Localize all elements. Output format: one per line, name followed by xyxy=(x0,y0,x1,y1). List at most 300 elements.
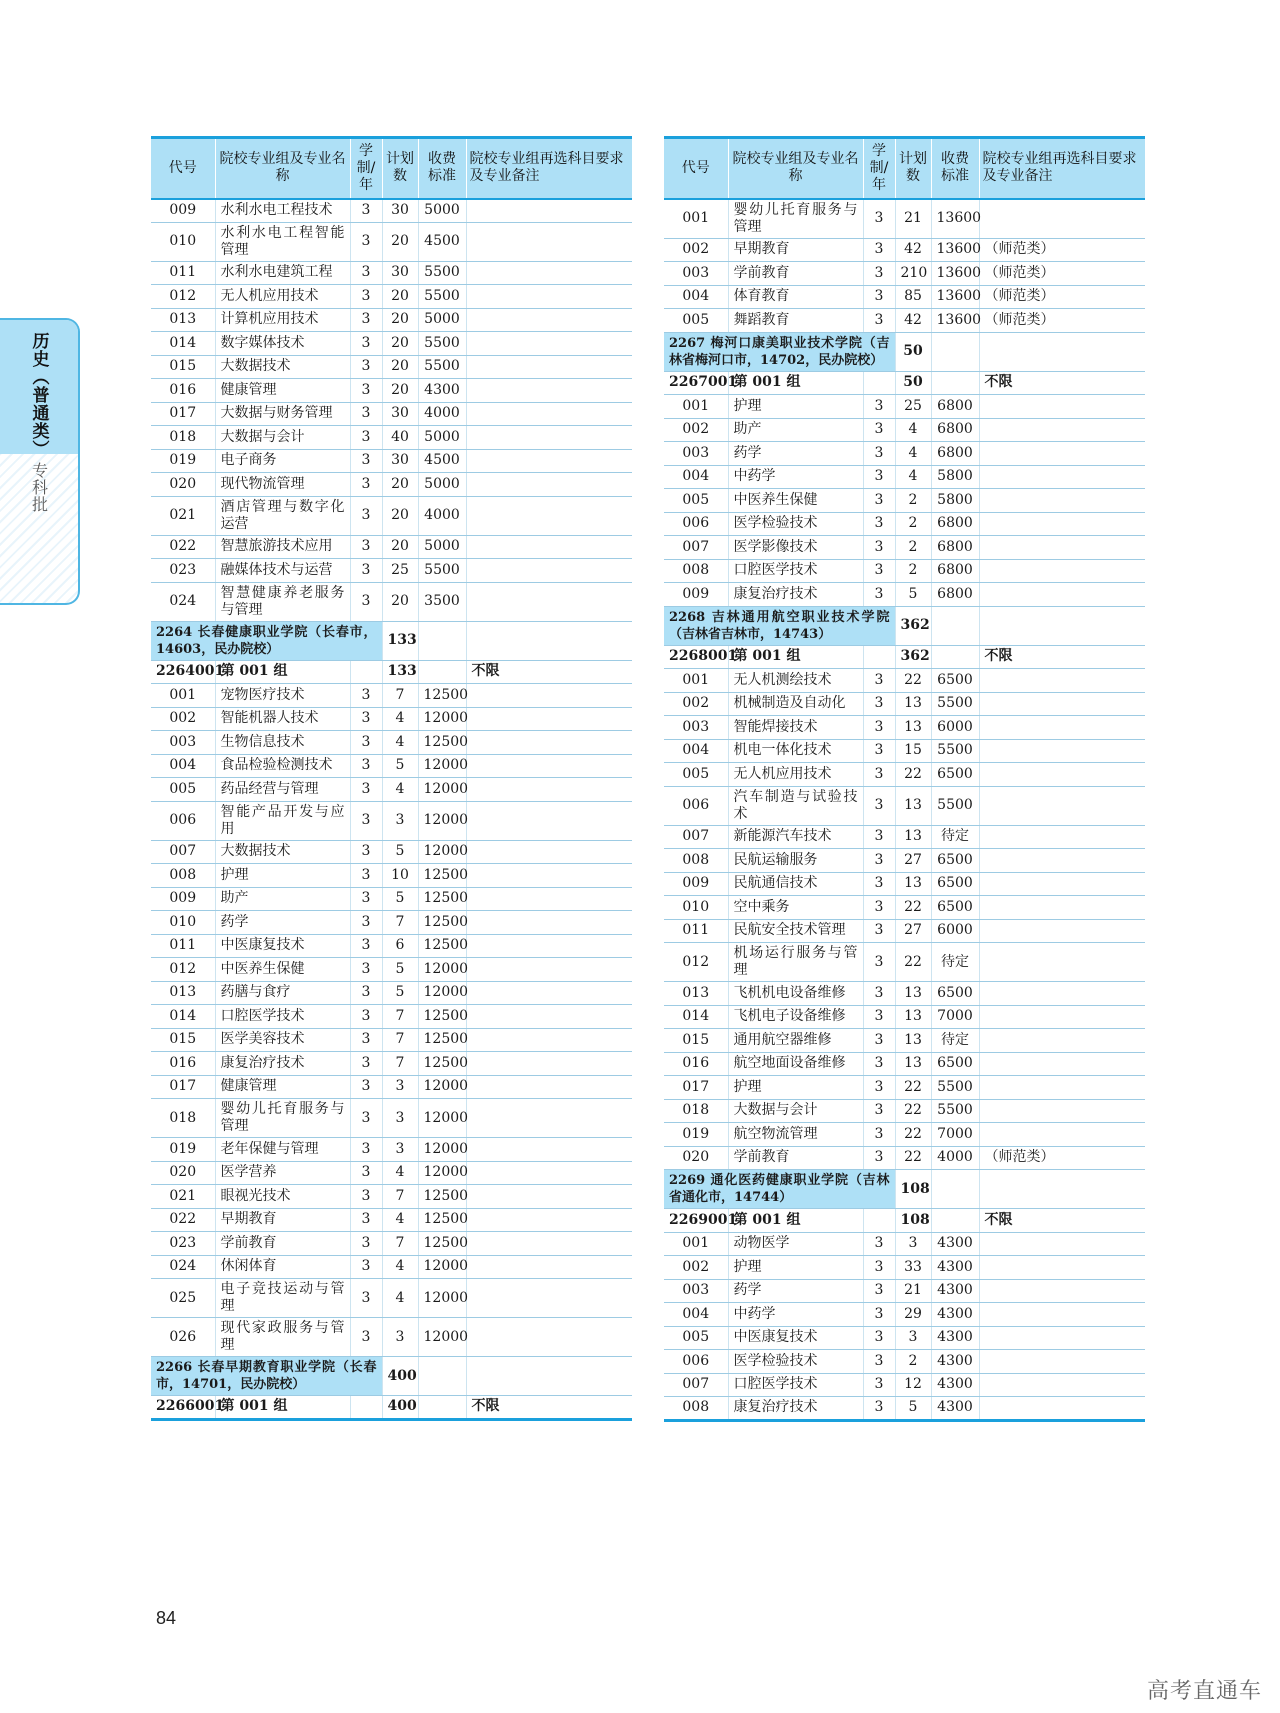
major-row xyxy=(151,1318,632,1357)
header-code: 代号 xyxy=(151,138,215,199)
major-years: 3 xyxy=(350,840,382,864)
group-name: 第 001 组 xyxy=(215,1396,350,1420)
major-name: 医学影像技术 xyxy=(728,536,863,560)
major-code: 013 xyxy=(664,982,728,1006)
table-body-right xyxy=(664,199,1145,1421)
major-note xyxy=(979,1123,1145,1147)
major-years: 3 xyxy=(350,426,382,450)
major-fee: 6800 xyxy=(931,418,979,442)
major-fee: 12000 xyxy=(418,1138,466,1162)
major-row xyxy=(664,442,1145,466)
header-plan: 计划数 xyxy=(895,138,931,199)
header-name: 院校专业组及专业名称 xyxy=(728,138,863,199)
major-row xyxy=(664,285,1145,309)
major-row xyxy=(664,716,1145,740)
major-note xyxy=(466,684,632,708)
major-plan-count: 7 xyxy=(382,1028,418,1052)
major-name: 健康管理 xyxy=(215,1075,350,1099)
major-row xyxy=(664,1279,1145,1303)
major-note xyxy=(979,442,1145,466)
major-row xyxy=(664,763,1145,787)
major-row xyxy=(151,559,632,583)
major-name: 民航运输服务 xyxy=(728,849,863,873)
major-fee: 12500 xyxy=(418,911,466,935)
major-name: 生物信息技术 xyxy=(215,731,350,755)
major-fee: 12000 xyxy=(418,958,466,982)
major-plan-count: 20 xyxy=(382,222,418,261)
school-plan-total: 108 xyxy=(895,1170,931,1209)
major-note xyxy=(979,1303,1145,1327)
major-plan-count: 4 xyxy=(895,465,931,489)
major-name: 医学检验技术 xyxy=(728,1350,863,1374)
major-row xyxy=(664,943,1145,982)
major-name: 婴幼儿托育服务与管理 xyxy=(728,199,863,239)
major-plan-count: 30 xyxy=(382,402,418,426)
major-code: 010 xyxy=(151,222,215,261)
major-years: 3 xyxy=(863,669,895,693)
major-code: 009 xyxy=(151,887,215,911)
major-fee: 5500 xyxy=(418,559,466,583)
school-fee-empty xyxy=(931,606,979,645)
major-years: 3 xyxy=(350,1075,382,1099)
major-fee: 5500 xyxy=(931,1076,979,1100)
major-name: 眼视光技术 xyxy=(215,1185,350,1209)
major-name: 食品检验检测技术 xyxy=(215,754,350,778)
major-code: 004 xyxy=(664,739,728,763)
major-name: 智能焊接技术 xyxy=(728,716,863,740)
major-note xyxy=(466,1075,632,1099)
major-code: 013 xyxy=(151,308,215,332)
major-plan-count: 21 xyxy=(895,1279,931,1303)
header-note: 院校专业组再选科目要求及专业备注 xyxy=(466,138,632,199)
major-years: 3 xyxy=(350,684,382,708)
major-plan-count: 5 xyxy=(895,583,931,607)
major-plan-count: 4 xyxy=(382,1161,418,1185)
major-fee: 4300 xyxy=(418,379,466,403)
header-fee: 收费标准 xyxy=(931,138,979,199)
major-plan-count: 13 xyxy=(895,1029,931,1053)
major-note xyxy=(979,465,1145,489)
major-note xyxy=(979,763,1145,787)
major-row xyxy=(664,1052,1145,1076)
major-fee: 7000 xyxy=(931,1005,979,1029)
major-name: 舞蹈教育 xyxy=(728,309,863,333)
major-plan-count: 2 xyxy=(895,489,931,513)
major-note xyxy=(466,332,632,356)
major-plan-count: 5 xyxy=(895,1397,931,1421)
header-years: 学制/年 xyxy=(863,138,895,199)
major-code: 012 xyxy=(151,958,215,982)
major-name: 口腔医学技术 xyxy=(728,1373,863,1397)
major-code: 012 xyxy=(664,943,728,982)
major-row xyxy=(151,887,632,911)
major-row xyxy=(664,739,1145,763)
major-code: 009 xyxy=(664,872,728,896)
major-name: 水利水电建筑工程 xyxy=(215,261,350,285)
major-row xyxy=(151,308,632,332)
major-years: 3 xyxy=(863,1397,895,1421)
school-fee-empty xyxy=(931,1170,979,1209)
major-code: 003 xyxy=(664,442,728,466)
major-code: 017 xyxy=(151,1075,215,1099)
major-years: 3 xyxy=(350,379,382,403)
major-name: 体育教育 xyxy=(728,285,863,309)
group-code: 2264001 xyxy=(151,660,215,684)
major-row xyxy=(151,1099,632,1138)
major-fee: 6500 xyxy=(931,669,979,693)
major-name: 学前教育 xyxy=(728,1146,863,1170)
major-row xyxy=(151,1161,632,1185)
school-note-empty xyxy=(979,606,1145,645)
major-fee: 4500 xyxy=(418,222,466,261)
major-name: 宠物医疗技术 xyxy=(215,684,350,708)
major-fee: 6800 xyxy=(931,536,979,560)
major-note xyxy=(979,849,1145,873)
school-plan-total: 133 xyxy=(382,621,418,660)
major-years: 3 xyxy=(863,465,895,489)
major-name: 中药学 xyxy=(728,465,863,489)
major-plan-count: 5 xyxy=(382,754,418,778)
major-years: 3 xyxy=(863,763,895,787)
major-years: 3 xyxy=(350,1279,382,1318)
major-name: 水利水电工程智能管理 xyxy=(215,222,350,261)
major-note xyxy=(979,1279,1145,1303)
side-tab-category: 历史（普通类） xyxy=(28,332,49,458)
major-code: 008 xyxy=(664,849,728,873)
major-note xyxy=(466,308,632,332)
major-row xyxy=(664,1350,1145,1374)
major-years: 3 xyxy=(863,395,895,419)
major-code: 022 xyxy=(151,535,215,559)
major-plan-count: 5 xyxy=(382,887,418,911)
major-years: 3 xyxy=(350,582,382,621)
major-name: 航空物流管理 xyxy=(728,1123,863,1147)
major-name: 民航通信技术 xyxy=(728,872,863,896)
major-code: 018 xyxy=(664,1099,728,1123)
major-plan-count: 3 xyxy=(895,1326,931,1350)
major-plan-count: 2 xyxy=(895,1350,931,1374)
major-fee: 5000 xyxy=(418,473,466,497)
major-note xyxy=(466,1099,632,1138)
major-note xyxy=(466,1318,632,1357)
major-name: 无人机应用技术 xyxy=(728,763,863,787)
header-note: 院校专业组再选科目要求及专业备注 xyxy=(979,138,1145,199)
major-code: 012 xyxy=(151,285,215,309)
major-note xyxy=(466,379,632,403)
major-fee: 6800 xyxy=(931,583,979,607)
major-plan-count: 4 xyxy=(382,707,418,731)
major-years: 3 xyxy=(350,1052,382,1076)
major-code: 018 xyxy=(151,426,215,450)
major-fee: 4000 xyxy=(418,402,466,426)
major-row xyxy=(151,981,632,1005)
major-years: 3 xyxy=(350,958,382,982)
group-code: 2269001 xyxy=(664,1209,728,1233)
major-code: 003 xyxy=(664,262,728,286)
major-code: 001 xyxy=(664,199,728,239)
major-years: 3 xyxy=(350,887,382,911)
major-fee: 4300 xyxy=(931,1303,979,1327)
major-note xyxy=(979,1076,1145,1100)
major-row xyxy=(664,1326,1145,1350)
major-code: 016 xyxy=(151,379,215,403)
major-years: 3 xyxy=(863,896,895,920)
major-years: 3 xyxy=(863,1052,895,1076)
major-plan-count: 7 xyxy=(382,684,418,708)
major-row xyxy=(664,1146,1145,1170)
major-row xyxy=(151,355,632,379)
major-code: 015 xyxy=(151,1028,215,1052)
major-fee: 12500 xyxy=(418,1208,466,1232)
group-row xyxy=(151,1396,632,1420)
major-years: 3 xyxy=(863,262,895,286)
major-years: 3 xyxy=(350,1232,382,1256)
major-plan-count: 30 xyxy=(382,261,418,285)
group-subject-requirement: 不限 xyxy=(466,660,632,684)
major-plan-count: 13 xyxy=(895,825,931,849)
major-years: 3 xyxy=(350,285,382,309)
major-code: 013 xyxy=(151,981,215,1005)
major-code: 006 xyxy=(664,1350,728,1374)
major-note xyxy=(466,981,632,1005)
major-row xyxy=(664,786,1145,825)
major-name: 中药学 xyxy=(728,1303,863,1327)
major-plan-count: 7 xyxy=(382,1185,418,1209)
major-code: 003 xyxy=(151,731,215,755)
major-fee: 12000 xyxy=(418,1318,466,1357)
major-row xyxy=(151,731,632,755)
major-note xyxy=(979,1099,1145,1123)
major-fee: 6500 xyxy=(931,849,979,873)
major-note xyxy=(979,199,1145,239)
group-plan-total: 400 xyxy=(382,1396,418,1420)
major-row xyxy=(151,1185,632,1209)
group-name: 第 001 组 xyxy=(728,371,863,395)
enrollment-table-right xyxy=(664,136,1145,1422)
major-code: 005 xyxy=(151,778,215,802)
major-plan-count: 4 xyxy=(382,1208,418,1232)
major-note xyxy=(466,426,632,450)
major-years: 3 xyxy=(350,355,382,379)
major-plan-count: 13 xyxy=(895,1005,931,1029)
major-row xyxy=(664,849,1145,873)
major-plan-count: 20 xyxy=(382,379,418,403)
table-body-left xyxy=(151,199,632,1420)
major-code: 003 xyxy=(664,1279,728,1303)
table-header-row xyxy=(151,138,632,199)
major-name: 大数据技术 xyxy=(215,355,350,379)
major-note xyxy=(979,1029,1145,1053)
major-name: 药学 xyxy=(215,911,350,935)
major-fee: 4300 xyxy=(931,1256,979,1280)
major-code: 002 xyxy=(664,1256,728,1280)
side-tab-batch: 专科批 xyxy=(29,462,49,513)
group-subject-requirement: 不限 xyxy=(979,371,1145,395)
major-plan-count: 22 xyxy=(895,1076,931,1100)
group-code: 2266001 xyxy=(151,1396,215,1420)
major-note: （师范类） xyxy=(979,1146,1145,1170)
major-row xyxy=(151,911,632,935)
major-note xyxy=(466,473,632,497)
major-years: 3 xyxy=(350,981,382,1005)
school-name: 2267 梅河口康美职业技术学院（吉林省梅河口市，14702，民办院校） xyxy=(664,332,895,371)
major-years: 3 xyxy=(350,1099,382,1138)
major-note: （师范类） xyxy=(979,285,1145,309)
major-fee: 12000 xyxy=(418,1161,466,1185)
school-row xyxy=(151,1357,632,1396)
major-row xyxy=(664,896,1145,920)
major-note xyxy=(979,669,1145,693)
major-fee: 6800 xyxy=(931,442,979,466)
major-years: 3 xyxy=(863,982,895,1006)
major-note xyxy=(466,864,632,888)
major-row xyxy=(151,1028,632,1052)
major-row xyxy=(664,238,1145,262)
major-note xyxy=(979,716,1145,740)
major-code: 005 xyxy=(664,763,728,787)
major-fee: 12500 xyxy=(418,1028,466,1052)
major-fee: 12500 xyxy=(418,1005,466,1029)
group-name: 第 001 组 xyxy=(215,660,350,684)
major-row xyxy=(151,473,632,497)
major-code: 002 xyxy=(664,418,728,442)
major-years: 3 xyxy=(350,473,382,497)
major-name: 无人机测绘技术 xyxy=(728,669,863,693)
major-plan-count: 42 xyxy=(895,309,931,333)
major-code: 020 xyxy=(151,1161,215,1185)
major-plan-count: 22 xyxy=(895,896,931,920)
major-row xyxy=(151,1052,632,1076)
major-note xyxy=(979,1005,1145,1029)
major-plan-count: 4 xyxy=(895,418,931,442)
major-fee: 12500 xyxy=(418,684,466,708)
major-plan-count: 5 xyxy=(382,981,418,1005)
major-years: 3 xyxy=(863,1256,895,1280)
major-fee: 13600 xyxy=(931,262,979,286)
major-plan-count: 20 xyxy=(382,285,418,309)
major-note xyxy=(466,1052,632,1076)
major-plan-count: 29 xyxy=(895,1303,931,1327)
header-name: 院校专业组及专业名称 xyxy=(215,138,350,199)
major-code: 008 xyxy=(664,559,728,583)
major-row xyxy=(151,582,632,621)
major-plan-count: 13 xyxy=(895,872,931,896)
major-row xyxy=(151,332,632,356)
major-plan-count: 4 xyxy=(382,731,418,755)
major-note xyxy=(979,1373,1145,1397)
major-fee: 5800 xyxy=(931,489,979,513)
major-note xyxy=(466,1028,632,1052)
major-plan-count: 3 xyxy=(382,1138,418,1162)
watermark-text: 高考直通车 xyxy=(1146,1679,1262,1704)
major-plan-count: 4 xyxy=(382,778,418,802)
major-note xyxy=(466,535,632,559)
major-plan-count: 33 xyxy=(895,1256,931,1280)
major-plan-count: 3 xyxy=(895,1232,931,1256)
major-name: 中医养生保健 xyxy=(215,958,350,982)
major-code: 017 xyxy=(664,1076,728,1100)
major-plan-count: 13 xyxy=(895,1052,931,1076)
major-code: 011 xyxy=(151,261,215,285)
major-fee: 4500 xyxy=(418,449,466,473)
major-plan-count: 13 xyxy=(895,786,931,825)
major-code: 006 xyxy=(664,512,728,536)
major-fee: 5000 xyxy=(418,199,466,223)
school-fee-empty xyxy=(418,1357,466,1396)
major-note xyxy=(466,355,632,379)
major-note xyxy=(466,731,632,755)
major-years: 3 xyxy=(350,1028,382,1052)
major-plan-count: 40 xyxy=(382,426,418,450)
major-years: 3 xyxy=(350,707,382,731)
major-note xyxy=(979,583,1145,607)
major-note: （师范类） xyxy=(979,238,1145,262)
major-code: 008 xyxy=(664,1397,728,1421)
major-note xyxy=(466,285,632,309)
major-code: 018 xyxy=(151,1099,215,1138)
major-name: 酒店管理与数字化运营 xyxy=(215,496,350,535)
major-name: 护理 xyxy=(728,395,863,419)
major-name: 飞机机电设备维修 xyxy=(728,982,863,1006)
major-row xyxy=(664,1303,1145,1327)
major-plan-count: 7 xyxy=(382,911,418,935)
school-row xyxy=(664,606,1145,645)
major-code: 011 xyxy=(151,934,215,958)
major-years: 3 xyxy=(863,1326,895,1350)
major-name: 药学 xyxy=(728,442,863,466)
major-years: 3 xyxy=(350,559,382,583)
major-years: 3 xyxy=(863,512,895,536)
major-name: 早期教育 xyxy=(728,238,863,262)
major-code: 023 xyxy=(151,559,215,583)
major-row xyxy=(664,1005,1145,1029)
major-plan-count: 2 xyxy=(895,512,931,536)
major-note xyxy=(979,692,1145,716)
major-years: 3 xyxy=(863,1350,895,1374)
major-name: 飞机电子设备维修 xyxy=(728,1005,863,1029)
major-code: 023 xyxy=(151,1232,215,1256)
major-row xyxy=(151,958,632,982)
major-code: 019 xyxy=(664,1123,728,1147)
major-fee: 12000 xyxy=(418,1279,466,1318)
major-fee: 12000 xyxy=(418,778,466,802)
major-row xyxy=(151,1208,632,1232)
major-plan-count: 4 xyxy=(382,1279,418,1318)
major-fee: 12000 xyxy=(418,1255,466,1279)
major-note xyxy=(466,958,632,982)
major-years: 3 xyxy=(350,801,382,840)
major-fee: 6500 xyxy=(931,763,979,787)
major-note xyxy=(466,559,632,583)
major-row xyxy=(151,684,632,708)
major-note xyxy=(466,496,632,535)
school-name: 2269 通化医药健康职业学院（吉林省通化市，14744） xyxy=(664,1170,895,1209)
major-plan-count: 4 xyxy=(382,1255,418,1279)
major-row xyxy=(151,199,632,223)
major-name: 无人机应用技术 xyxy=(215,285,350,309)
major-name: 中医康复技术 xyxy=(215,934,350,958)
major-row xyxy=(664,199,1145,239)
major-fee: 5500 xyxy=(418,355,466,379)
major-years: 3 xyxy=(863,943,895,982)
major-name: 大数据技术 xyxy=(215,840,350,864)
major-name: 口腔医学技术 xyxy=(728,559,863,583)
major-code: 004 xyxy=(151,754,215,778)
major-years: 3 xyxy=(863,1005,895,1029)
major-fee: 12500 xyxy=(418,731,466,755)
major-row xyxy=(664,262,1145,286)
group-years-empty xyxy=(863,645,895,669)
